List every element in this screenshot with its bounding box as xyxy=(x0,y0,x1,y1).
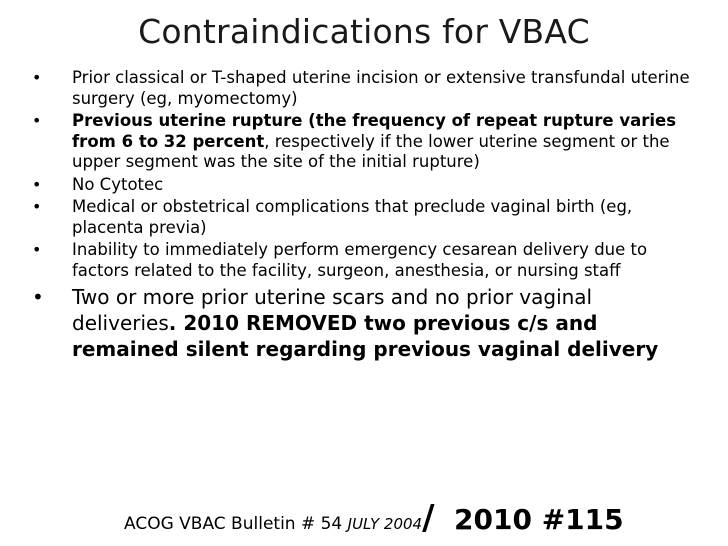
bullet-point-icon: • xyxy=(32,240,42,259)
bullet-item-two-prior-scars xyxy=(28,284,700,362)
bullet-item-prior-incision xyxy=(28,68,700,109)
bullet-point-icon: • xyxy=(32,174,42,194)
bullet-item-no-cytotec xyxy=(28,175,700,196)
bullet-point-icon: • xyxy=(32,111,42,130)
bullet-item-complications xyxy=(28,197,700,238)
bullet-bold-text: Previous uterine rupture (the frequency of repeat rupture varies from 6 to 32 percent xyxy=(72,111,677,151)
bullet-item-previous-rupture xyxy=(28,111,700,173)
citation-slash: / xyxy=(422,498,435,538)
citation-text: ACOG VBAC Bulletin # 54 xyxy=(124,514,348,534)
bullet-bold-text: . 2010 REMOVED two previous c/s and remained silent regarding previous vaginal delivery xyxy=(72,311,659,361)
bullet-list xyxy=(28,68,700,364)
bullet-text: , respectively if the lower uterine segment or the upper segment was the site of the initial rupture) xyxy=(72,131,670,171)
bullet-text: Two or more prior uterine scars and no prior vaginal deliveries xyxy=(72,285,593,335)
citation-update: 2010 #115 xyxy=(434,503,624,536)
citation-date: JULY 2004 xyxy=(347,515,423,533)
bullet-text: Medical or obstetrical complications that preclude vaginal birth (eg, placenta previa) xyxy=(72,197,633,237)
bullet-item-emergency-cesarean xyxy=(28,240,700,281)
bullet-point-icon: • xyxy=(32,68,42,87)
bullet-point-icon: • xyxy=(32,197,42,216)
bullet-text: Prior classical or T-shaped uterine incision or extensive transfundal uterine surgery (eg, myomectomy) xyxy=(72,68,690,108)
bullet-point-icon: • xyxy=(32,285,44,309)
bullet-text: Inability to immediately perform emergency cesarean delivery due to factors related to the facility, surgeon, anesthesia, or nursing staff xyxy=(72,240,648,280)
slide-footer-citation xyxy=(124,498,624,538)
bullet-text: No Cytotec xyxy=(72,174,164,194)
slide-title: Contraindications for VBAC xyxy=(138,12,590,51)
